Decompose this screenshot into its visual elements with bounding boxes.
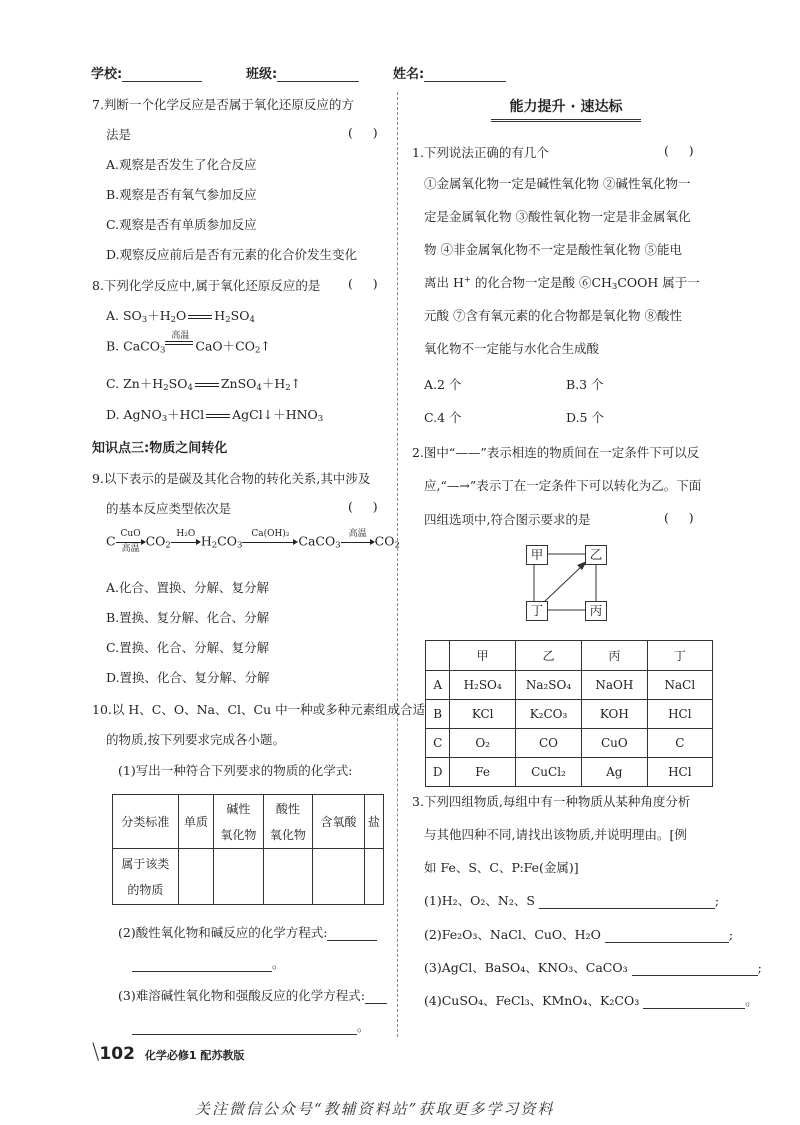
table-header-cell <box>426 641 450 671</box>
r-q3-blank-3[interactable] <box>632 963 758 976</box>
q7-option-a: A.观察是否发生了化合反应 <box>106 157 257 172</box>
q7-option-d: D.观察反应前后是否有元素的化合价发生变化 <box>106 247 358 262</box>
r-q1-text: 氧化物不一定能与水化合生成酸 <box>424 341 600 356</box>
table-header-cell: 含氧酸 <box>313 795 365 849</box>
q7-option-b: B.观察是否有氧气参加反应 <box>106 187 257 202</box>
q10-classification-table <box>112 794 384 905</box>
table-header-cell: 单质 <box>178 795 213 849</box>
q8-stem: 8.下列化学反应中,属于氧化还原反应的是 <box>92 278 321 293</box>
q10-part3: (3)难溶碱性氧化物和强酸反应的化学方程式: <box>118 986 387 1004</box>
box-bing: 丙 <box>585 601 607 621</box>
r-q3-blank-2[interactable] <box>605 930 729 943</box>
r-q1-option-a: A.2 个 <box>424 377 462 392</box>
q9-answer-paren[interactable]: ( ) <box>348 499 378 514</box>
r-q3-item-4: (4)CuSO₄、FeCl₃、KMnO₄、K₂CO₃ 。 <box>424 993 758 1008</box>
table-cell: H₂SO₄ <box>450 671 516 700</box>
q8-option-c: C. $Zn+H_2SO_4$ $ZnSO_4+H_2↑$ <box>106 376 302 393</box>
q9-option-c: C.置换、化合、分解、复分解 <box>106 640 270 655</box>
table-cell: Ag <box>582 758 648 787</box>
q9-option-b: B.置换、复分解、化合、分解 <box>106 610 270 625</box>
r-q1-answer-paren[interactable]: ( ) <box>664 143 694 158</box>
q10-part2: (2)酸性氧化物和碱反应的化学方程式: <box>118 923 377 941</box>
r-q3-stem: 3.下列四组物质,每组中有一种物质从某种角度分析 <box>412 794 691 809</box>
r-q3-stem: 如 Fe、S、C、P:Fe(金属)] <box>424 860 579 875</box>
q9-stem: 9.以下表示的是碳及其化合物的转化关系,其中涉及 <box>92 471 371 486</box>
table-header-cell: 丁 <box>647 641 712 671</box>
q2-options-table <box>425 640 713 787</box>
r-q2-stem: 应,“—→”表示丁在一定条件下可以转化为乙。下面 <box>424 478 702 493</box>
q9-conversion-chain: C CuO 高温 $CO_2$ H₂O $H_2CO_3$ Ca(OH)₂ CaCO$_3$ 高温 $CO_2$ <box>106 529 400 554</box>
box-jia: 甲 <box>526 545 548 565</box>
school-blank[interactable] <box>122 69 202 82</box>
r-q3-item-3: (3)AgCl、BaSO₄、KNO₃、CaCO₃ ; <box>424 960 762 975</box>
table-answer-cell[interactable] <box>364 849 383 905</box>
q10-stem-cont: 的物质,按下列要求完成各小题。 <box>106 732 285 747</box>
box-ding: 丁 <box>526 601 548 621</box>
table-answer-cell[interactable] <box>214 849 264 905</box>
table-cell: C <box>647 729 712 758</box>
table-header-cell: 碱性 氧化物 <box>214 795 264 849</box>
box-yi: 乙 <box>585 545 607 565</box>
q10-part3-line2: 。 <box>132 1017 370 1035</box>
q10-part2-line2: 。 <box>132 954 285 972</box>
r-q3-item-2: (2)Fe₂O₃、NaCl、CuO、H₂O ; <box>424 927 734 942</box>
class-blank[interactable] <box>277 69 359 82</box>
q10-part3-blank[interactable] <box>365 991 387 1004</box>
page-number: 102 <box>99 1044 135 1064</box>
school-field: 学校: <box>91 63 202 82</box>
name-field: 姓名: <box>393 63 506 82</box>
q10-part2-blank[interactable] <box>327 928 377 941</box>
table-header-cell: 酸性 氧化物 <box>263 795 313 849</box>
table-cell: NaCl <box>647 671 712 700</box>
table-cell: HCl <box>647 758 712 787</box>
q10-part2-blank-2[interactable] <box>132 959 272 972</box>
r-q3-blank-1[interactable] <box>539 896 715 909</box>
name-blank[interactable] <box>424 69 506 82</box>
r-q1-option-b: B.3 个 <box>566 377 604 392</box>
table-header-cell: 乙 <box>515 641 581 671</box>
column-divider <box>397 92 398 1037</box>
r-q1-text: 元酸 ⑦含有氧元素的化合物都是氧化物 ⑧酸性 <box>424 308 682 323</box>
q7-stem: 7.判断一个化学反应是否属于氧化还原反应的方 <box>92 97 354 112</box>
q10-part1: (1)写出一种符合下列要求的物质的化学式: <box>118 763 353 778</box>
table-cell: HCl <box>647 700 712 729</box>
table-cell: KOH <box>582 700 648 729</box>
table-answer-cell[interactable] <box>263 849 313 905</box>
table-header-cell: 分类标准 <box>113 795 179 849</box>
r-q2-stem: 四组选项中,符合图示要求的是 <box>424 512 591 527</box>
r-q1-option-c: C.4 个 <box>424 410 462 425</box>
knowledge-point-3: 知识点三:物质之间转化 <box>92 441 228 456</box>
q7-option-c: C.观察是否有单质参加反应 <box>106 217 257 232</box>
handwritten-watermark: 关注微信公众号“教辅资料站”获取更多学习资料 <box>195 1100 555 1118</box>
r-q3-stem: 与其他四种不同,请找出该物质,并说明理由。[例 <box>424 827 687 842</box>
r-q1-text: ①金属氧化物一定是碱性氧化物 ②碱性氧化物一 <box>424 176 691 191</box>
table-cell: CO <box>515 729 581 758</box>
r-q1-text: 物 ④非金属氧化物不一定是酸性氧化物 ⑤能电 <box>424 242 682 257</box>
table-cell: Na₂SO₄ <box>515 671 581 700</box>
r-q2-answer-paren[interactable]: ( ) <box>664 510 694 525</box>
table-cell: A <box>426 671 450 700</box>
q10-stem: 10.以 H、C、O、Na、Cl、Cu 中一种或多种元素组成合适 <box>92 702 426 717</box>
table-cell: O₂ <box>450 729 516 758</box>
page-footer: \102 化学必修1 配苏教版 <box>92 1040 245 1065</box>
book-title: 化学必修1 配苏教版 <box>144 1049 245 1062</box>
q8-option-d: D. AgNO$_3$＋HCl $AgCl↓+HNO_3$ <box>106 407 324 424</box>
table-cell: KCl <box>450 700 516 729</box>
table-cell: Fe <box>450 758 516 787</box>
table-cell: C <box>426 729 450 758</box>
table-row-label: 属于该类 的物质 <box>113 849 179 905</box>
q8-answer-paren[interactable]: ( ) <box>348 276 378 291</box>
table-header-cell: 盐 <box>364 795 383 849</box>
table-cell: B <box>426 700 450 729</box>
table-cell: CuCl₂ <box>515 758 581 787</box>
r-q3-blank-4[interactable] <box>643 996 745 1009</box>
table-cell: NaOH <box>582 671 648 700</box>
table-cell: CuO <box>582 729 648 758</box>
table-header-cell: 丙 <box>582 641 648 671</box>
r-q1-stem: 1.下列说法正确的有几个 <box>412 145 549 160</box>
r-q3-item-1: (1)H₂、O₂、N₂、S ; <box>424 893 720 908</box>
section-title: 能力提升 · 速达标 <box>491 96 641 122</box>
q8-condition-label: 高温 <box>171 331 190 341</box>
table-cell: K₂CO₃ <box>515 700 581 729</box>
table-header-cell: 甲 <box>450 641 516 671</box>
q8-option-b: B. CaCO$_3$ 高温 $CaO+CO_2↑$ <box>106 331 271 356</box>
q9-stem-cont: 的基本反应类型依次是 <box>106 501 232 516</box>
table-cell: D <box>426 758 450 787</box>
q10-part3-blank-2[interactable] <box>132 1022 357 1035</box>
table-answer-cell[interactable] <box>178 849 213 905</box>
q7-answer-paren[interactable]: ( ) <box>348 125 378 140</box>
table-answer-cell[interactable] <box>313 849 365 905</box>
r-q1-text: 定是金属氧化物 ③酸性氧化物一定是非金属氧化 <box>424 209 691 224</box>
q9-option-d: D.置换、化合、复分解、分解 <box>106 670 270 685</box>
q9-option-a: A.化合、置换、分解、复分解 <box>106 580 270 595</box>
q8-option-a: A. $SO_3+H_2O$ $H_2SO_4$ <box>106 308 255 325</box>
r-q2-stem: 2.图中“——”表示相连的物质间在一定条件下可以反 <box>412 445 700 460</box>
r-q1-text: 离出 H+ 的化合物一定是酸 $⑥CH_3COOH$ 属于一 <box>424 275 700 292</box>
q7-stem-cont: 法是 <box>106 127 132 142</box>
class-field: 班级: <box>246 63 359 82</box>
r-q1-option-d: D.5 个 <box>566 410 604 425</box>
